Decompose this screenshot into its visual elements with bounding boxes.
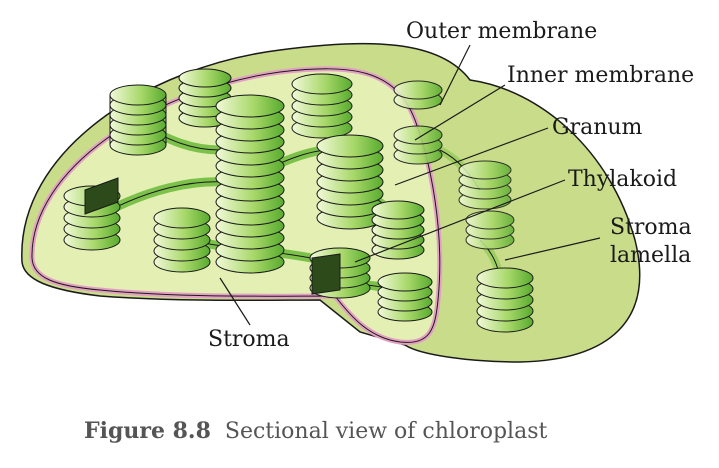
granum-j bbox=[372, 201, 424, 259]
granum-c bbox=[216, 95, 284, 273]
label-thylakoid: Thylakoid bbox=[568, 167, 678, 192]
granum-i bbox=[378, 273, 432, 321]
granum-l bbox=[459, 161, 511, 209]
label-stroma: Stroma bbox=[208, 327, 290, 352]
granum-n bbox=[477, 268, 533, 332]
granum-a bbox=[110, 85, 166, 155]
figure-caption bbox=[84, 418, 547, 444]
granum-g bbox=[64, 178, 120, 250]
label-outer-membrane: Outer membrane bbox=[406, 19, 598, 44]
label-stroma-lamella-line1: Stroma bbox=[610, 215, 692, 240]
granum-d bbox=[292, 74, 352, 138]
label-granum: Granum bbox=[552, 115, 643, 140]
label-stroma-lamella-line2: lamella bbox=[610, 243, 692, 268]
granum-h bbox=[310, 248, 370, 298]
figure-number: Figure 8.8 bbox=[84, 418, 211, 444]
granum-m bbox=[466, 211, 514, 249]
granum-f bbox=[154, 208, 210, 272]
label-inner-membrane: Inner membrane bbox=[507, 63, 695, 88]
granum-e bbox=[317, 135, 383, 229]
caption-text: Sectional view of chloroplast bbox=[224, 419, 548, 444]
